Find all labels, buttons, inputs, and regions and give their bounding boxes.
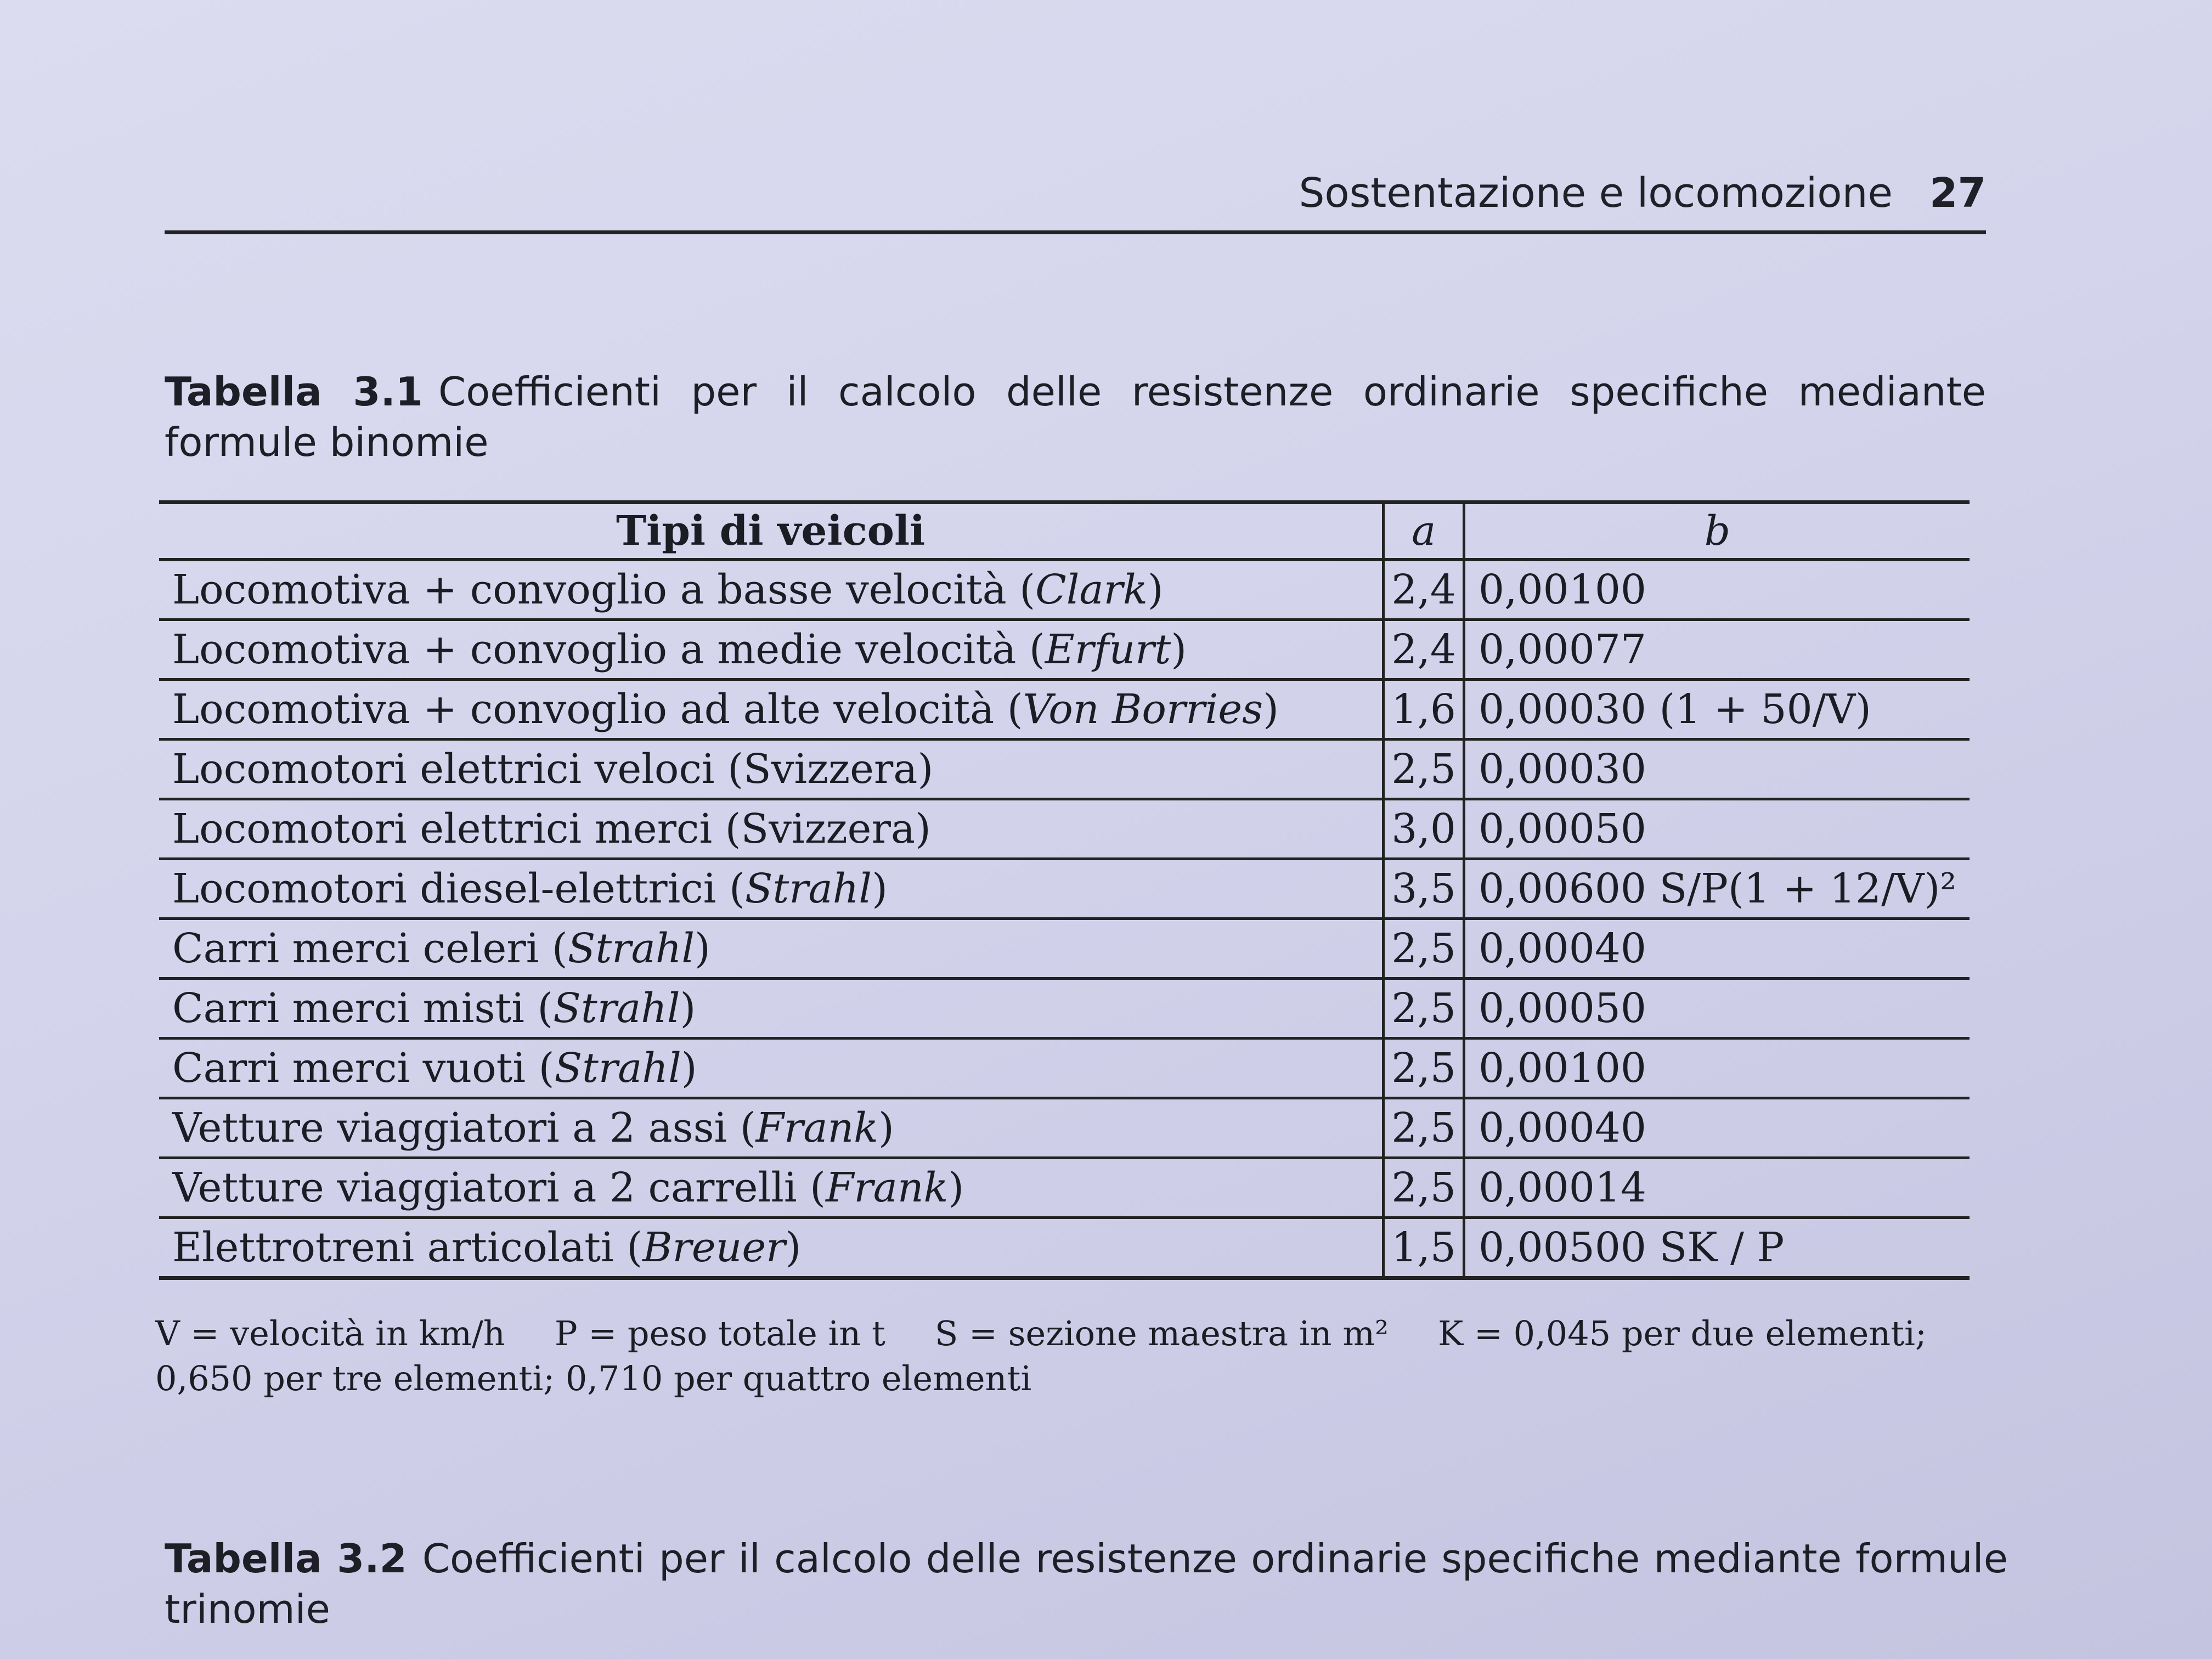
coefficient-b: 0,00100: [1464, 1039, 1970, 1098]
table-row: [159, 859, 1970, 919]
table-3-1-caption-text: Coefficienti per il calcolo delle resistenze ordinarie specifiche mediante formule binomie: [165, 369, 1986, 465]
table-header-row: [159, 503, 1970, 560]
table-3-2-caption-text: Coefficienti per il calcolo delle resistenze ordinarie specifiche mediante formule trinomie: [165, 1536, 2008, 1632]
vehicle-type-cell: Locomotori diesel-elettrici (Strahl): [159, 859, 1384, 919]
vehicle-type: Elettrotreni articolati: [172, 1224, 614, 1271]
coefficient-b: 0,00014: [1464, 1158, 1970, 1218]
coefficient-a: 2,5: [1384, 979, 1464, 1039]
vehicle-source: Svizzera: [741, 805, 915, 853]
coefficient-a: 2,5: [1384, 1039, 1464, 1098]
vehicle-type-cell: Elettrotreni articolati (Breuer): [159, 1218, 1384, 1278]
vehicle-type: Vetture viaggiatori a 2 carrelli: [172, 1164, 797, 1211]
vehicle-source: Breuer: [642, 1224, 786, 1271]
coefficient-b: 0,00050: [1464, 799, 1970, 859]
footnote-p: P = peso totale in t: [554, 1313, 885, 1353]
coefficient-a: 2,4: [1384, 620, 1464, 680]
coefficient-b: 0,00100: [1464, 560, 1970, 620]
vehicle-source: Strahl: [553, 985, 680, 1032]
vehicle-source: Strahl: [744, 865, 872, 912]
footnote-line-1: [155, 1311, 2010, 1356]
vehicle-source: Svizzera: [743, 746, 918, 793]
table-row: [159, 740, 1970, 799]
table-row: [159, 1098, 1970, 1158]
vehicle-type-cell: Carri merci vuoti (Strahl): [159, 1039, 1384, 1098]
vehicle-type-cell: Carri merci celeri (Strahl): [159, 919, 1384, 979]
table-3-1-label: Tabella 3.1: [165, 369, 423, 415]
table-row: [159, 620, 1970, 680]
vehicle-type-cell: Vetture viaggiatori a 2 carrelli (Frank): [159, 1158, 1384, 1218]
coefficient-a: 2,5: [1384, 1158, 1464, 1218]
vehicle-source: Clark: [1035, 566, 1148, 613]
vehicle-source: Frank: [826, 1164, 949, 1211]
table-row: [159, 799, 1970, 859]
coefficient-b: 0,00040: [1464, 1098, 1970, 1158]
table-row: [159, 680, 1970, 740]
vehicle-type: Locomotori elettrici merci: [172, 805, 713, 853]
column-header-a: a: [1384, 503, 1464, 560]
table-row: [159, 979, 1970, 1039]
table-row: [159, 919, 1970, 979]
vehicle-type-cell: Vetture viaggiatori a 2 assi (Frank): [159, 1098, 1384, 1158]
coefficient-b: 0,00050: [1464, 979, 1970, 1039]
page-number: 27: [1929, 170, 1986, 217]
vehicle-type: Locomotiva + convoglio a basse velocità: [172, 566, 1007, 613]
vehicle-type: Locomotiva + convoglio a medie velocità: [172, 626, 1017, 673]
vehicle-type: Locomotori elettrici veloci: [172, 746, 715, 793]
table-row: [159, 560, 1970, 620]
coefficient-a: 3,0: [1384, 799, 1464, 859]
coefficient-a: 2,5: [1384, 1098, 1464, 1158]
footnote-line-2: 0,650 per tre elementi; 0,710 per quattro elementi: [155, 1358, 1032, 1398]
column-header-type: Tipi di veicoli: [159, 503, 1384, 560]
footnote-s: S = sezione maestra in m²: [934, 1313, 1389, 1353]
vehicle-source: Strahl: [554, 1045, 681, 1092]
coefficient-b: 0,00600 S/P(1 + 12/V)²: [1464, 859, 1970, 919]
coefficient-b: 0,00077: [1464, 620, 1970, 680]
vehicle-type-cell: Locomotiva + convoglio a medie velocità (Erfurt): [159, 620, 1384, 680]
coefficient-b: 0,00500 SK / P: [1464, 1218, 1970, 1278]
vehicle-type: Vetture viaggiatori a 2 assi: [172, 1104, 727, 1152]
table-row: [159, 1039, 1970, 1098]
coefficient-a: 1,6: [1384, 680, 1464, 740]
vehicle-type-cell: Carri merci misti (Strahl): [159, 979, 1384, 1039]
table-body: [159, 560, 1970, 1278]
running-header-title: Sostentazione e locomozione: [1299, 170, 1893, 217]
table-3-2-caption: [165, 1533, 2008, 1634]
coefficient-a: 2,5: [1384, 740, 1464, 799]
vehicle-type-cell: Locomotori elettrici merci (Svizzera): [159, 799, 1384, 859]
table-row: [159, 1158, 1970, 1218]
coefficient-b: 0,00030 (1 + 50/V): [1464, 680, 1970, 740]
table-3-1: [159, 500, 1970, 1280]
vehicle-source: Strahl: [567, 925, 695, 972]
coefficient-a: 2,4: [1384, 560, 1464, 620]
vehicle-type: Locomotiva + convoglio ad alte velocità: [172, 686, 995, 733]
footnote-v: V = velocità in km/h: [155, 1313, 505, 1353]
vehicle-type: Carri merci misti: [172, 985, 524, 1032]
table-row: [159, 1218, 1970, 1278]
vehicle-type-cell: Locomotori elettrici veloci (Svizzera): [159, 740, 1384, 799]
running-header: [165, 165, 1986, 234]
column-header-b: b: [1464, 503, 1970, 560]
vehicle-source: Erfurt: [1045, 626, 1171, 673]
coefficient-a: 1,5: [1384, 1218, 1464, 1278]
table-3-1-caption: [165, 366, 1986, 467]
coefficient-a: 2,5: [1384, 919, 1464, 979]
vehicle-source: Frank: [755, 1104, 878, 1152]
vehicle-type: Locomotori diesel-elettrici: [172, 865, 716, 912]
coefficient-b: 0,00040: [1464, 919, 1970, 979]
coefficient-b: 0,00030: [1464, 740, 1970, 799]
vehicle-type-cell: Locomotiva + convoglio ad alte velocità (Von Borries): [159, 680, 1384, 740]
vehicle-type-cell: Locomotiva + convoglio a basse velocità (Clark): [159, 560, 1384, 620]
table-3-2-label: Tabella 3.2: [165, 1536, 407, 1582]
vehicle-type: Carri merci celeri: [172, 925, 539, 972]
table-3-1-footnote: [155, 1311, 2010, 1401]
vehicle-source: Von Borries: [1023, 686, 1263, 733]
footnote-k: K = 0,045 per due elementi;: [1437, 1313, 1927, 1353]
coefficient-a: 3,5: [1384, 859, 1464, 919]
vehicle-type: Carri merci vuoti: [172, 1045, 526, 1092]
coefficients-table: [159, 500, 1970, 1280]
